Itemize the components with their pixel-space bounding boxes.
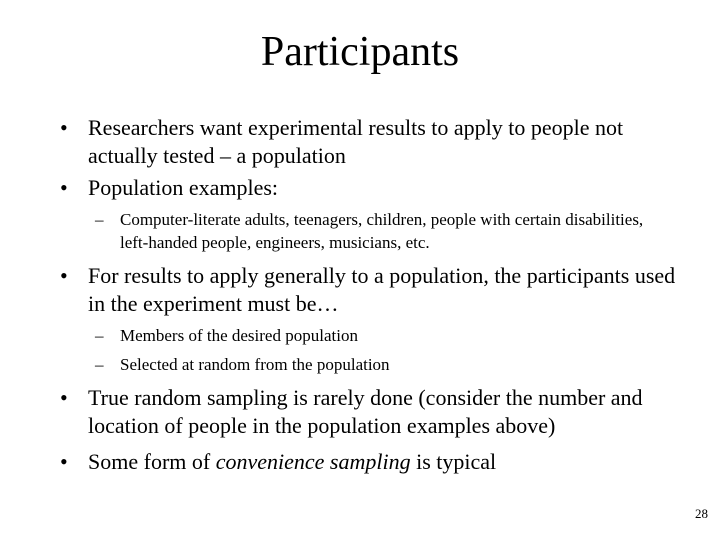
bullet-marker: • [60,449,68,474]
sub-bullet-item [95,208,675,254]
bullet-text-emphasis: convenience sampling [215,449,411,474]
bullet-item [60,174,680,202]
sub-bullet-text: Selected at random from the population [120,355,390,374]
sub-bullet-marker: – [95,210,104,229]
bullet-marker: • [60,385,68,410]
bullet-marker: • [60,175,68,200]
sub-bullet-item [95,353,675,376]
bullet-text: True random sampling is rarely done (consider the number and location of people in the population examples above) [88,385,643,438]
page-number: 28 [695,506,708,521]
sub-bullet-item [95,324,675,347]
bullet-marker: • [60,115,68,140]
bullet-marker: • [60,263,68,288]
bullet-text [88,448,680,476]
bullet-item [60,262,680,318]
sub-bullet-marker: – [95,326,104,345]
sub-bullet-text: Computer-literate adults, teenagers, children, people with certain disabilities, left-handed people, engineers, musicians, etc. [120,210,644,252]
bullet-text: For results to apply generally to a population, the participants used in the experiment must be… [88,263,676,316]
bullet-text: Researchers want experimental results to apply to people not actually tested – a population [88,115,624,168]
bullet-item [60,448,680,476]
sub-bullet-marker: – [95,355,104,374]
bullet-item [60,114,680,170]
slide-title: Participants [260,29,460,75]
sub-bullet-text: Members of the desired population [120,326,358,345]
bullet-text-start: Some form of [88,449,216,474]
bullet-text-end: is typical [410,449,497,474]
bullet-text: Population examples: [88,175,279,200]
bullet-item [60,384,680,440]
